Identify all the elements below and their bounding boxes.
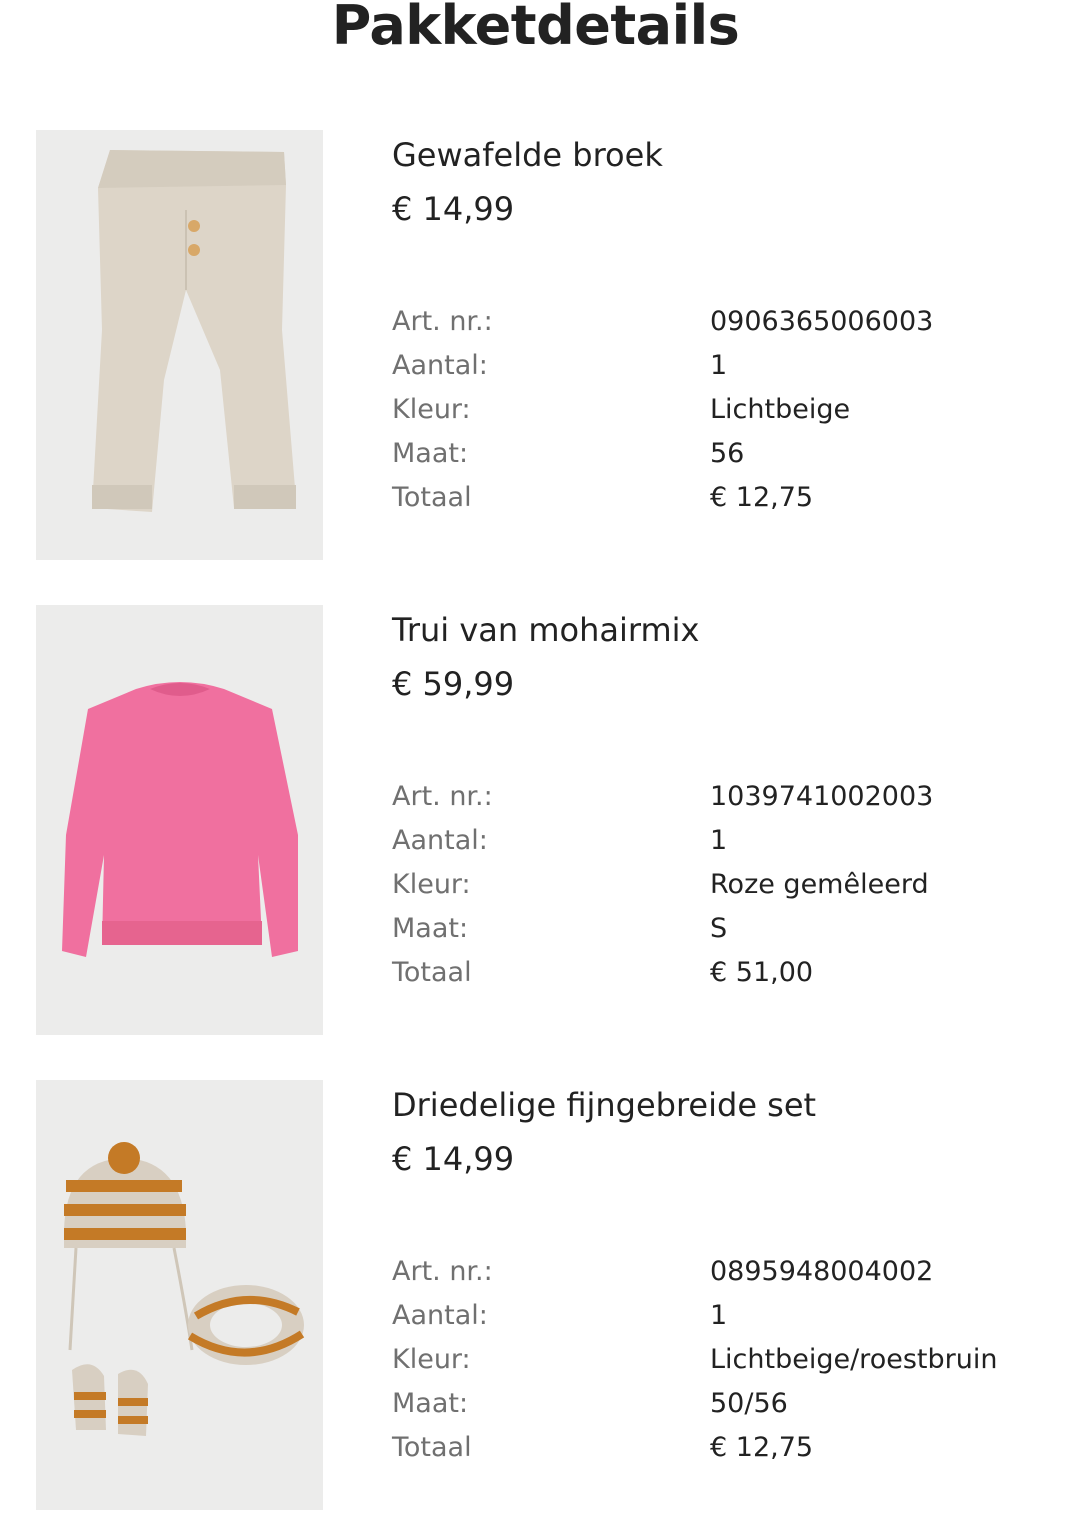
product-name[interactable]: Driedelige fijngebreide set xyxy=(392,1086,817,1124)
detail-value: 50/56 xyxy=(710,1388,788,1419)
detail-label: Totaal xyxy=(392,957,472,988)
detail-value: 1 xyxy=(710,1300,728,1331)
detail-row-article-number xyxy=(392,781,1052,825)
detail-row-article-number xyxy=(392,306,1052,350)
detail-label: Aantal: xyxy=(392,825,488,856)
product-item xyxy=(36,130,1036,560)
detail-row-total xyxy=(392,957,1052,1001)
detail-label: Kleur: xyxy=(392,869,471,900)
detail-label: Aantal: xyxy=(392,1300,488,1331)
detail-row-color xyxy=(392,1344,1052,1388)
page-title: Pakketdetails xyxy=(331,0,740,57)
detail-row-article-number xyxy=(392,1256,1052,1300)
detail-label: Art. nr.: xyxy=(392,306,493,337)
product-price: € 14,99 xyxy=(392,1140,515,1178)
detail-value: € 12,75 xyxy=(710,1432,814,1463)
detail-value: 1 xyxy=(710,825,728,856)
product-details xyxy=(392,1256,1052,1476)
detail-label: Art. nr.: xyxy=(392,781,493,812)
detail-value: 1039741002003 xyxy=(710,781,934,812)
detail-row-quantity xyxy=(392,1300,1052,1344)
detail-row-quantity xyxy=(392,350,1052,394)
detail-value: 0895948004002 xyxy=(710,1256,934,1287)
detail-value: Roze gemêleerd xyxy=(710,869,929,900)
sweater-image[interactable] xyxy=(36,605,323,1035)
product-details xyxy=(392,781,1052,1001)
detail-row-size xyxy=(392,438,1052,482)
detail-label: Kleur: xyxy=(392,394,471,425)
detail-label: Totaal xyxy=(392,482,472,513)
product-name[interactable]: Gewafelde broek xyxy=(392,136,663,174)
detail-value: 56 xyxy=(710,438,745,469)
product-name[interactable]: Trui van mohairmix xyxy=(392,611,700,649)
detail-label: Kleur: xyxy=(392,1344,471,1375)
detail-value: Lichtbeige/roestbruin xyxy=(710,1344,998,1375)
detail-value: € 12,75 xyxy=(710,482,814,513)
product-details xyxy=(392,306,1052,526)
detail-value: € 51,00 xyxy=(710,957,814,988)
trousers-image[interactable] xyxy=(36,130,323,560)
detail-row-total xyxy=(392,1432,1052,1476)
detail-row-quantity xyxy=(392,825,1052,869)
product-price: € 14,99 xyxy=(392,190,515,228)
detail-label: Aantal: xyxy=(392,350,488,381)
detail-value: Lichtbeige xyxy=(710,394,851,425)
product-item xyxy=(36,1080,1036,1510)
detail-row-color xyxy=(392,869,1052,913)
product-item xyxy=(36,605,1036,1035)
detail-row-color xyxy=(392,394,1052,438)
detail-label: Art. nr.: xyxy=(392,1256,493,1287)
detail-value: S xyxy=(710,913,728,944)
detail-label: Totaal xyxy=(392,1432,472,1463)
detail-value: 1 xyxy=(710,350,728,381)
detail-label: Maat: xyxy=(392,438,469,469)
detail-row-total xyxy=(392,482,1052,526)
product-price: € 59,99 xyxy=(392,665,515,703)
detail-label: Maat: xyxy=(392,1388,469,1419)
knit-set-image[interactable] xyxy=(36,1080,323,1510)
detail-row-size xyxy=(392,1388,1052,1432)
detail-value: 0906365006003 xyxy=(710,306,934,337)
detail-label: Maat: xyxy=(392,913,469,944)
detail-row-size xyxy=(392,913,1052,957)
